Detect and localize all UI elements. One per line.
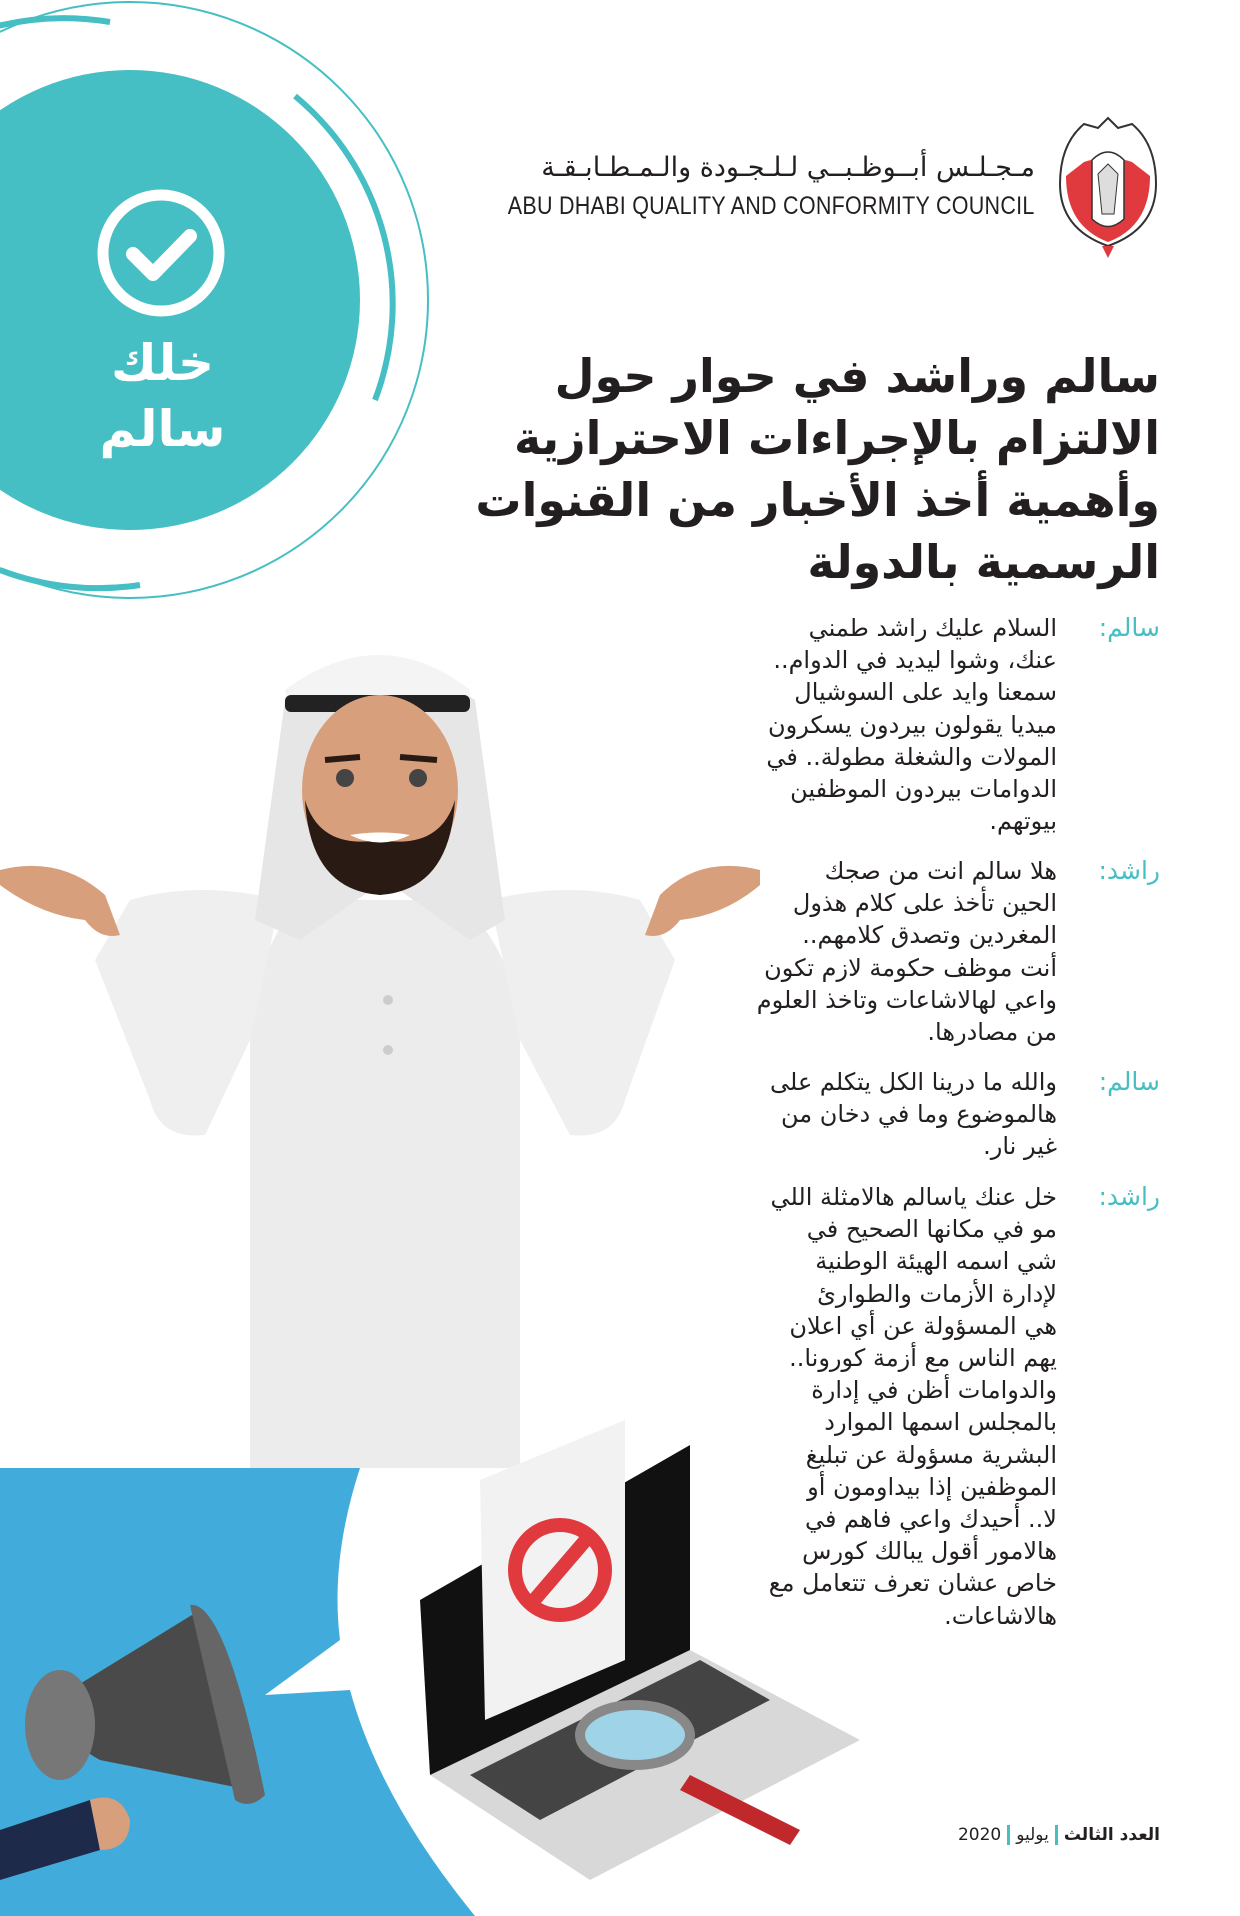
speaker-label: سالم: [1098, 613, 1160, 642]
dialogue-line: خاص عشان تعرف تتعامل مع [768, 1569, 1057, 1598]
dialogue-line: واعي لهالاشاعات وتاخذ العلوم [756, 985, 1057, 1014]
dialogue-line: لا.. أحيدك واعي فاهم في [804, 1505, 1057, 1534]
dialogue-line: يهم الناس مع أزمة كورونا.. [789, 1344, 1057, 1373]
dialogue-text [769, 1181, 1057, 1632]
dialogue-line: بالمجلس اسمها الموارد [824, 1408, 1057, 1437]
dialogue-line: السلام عليك راشد طمني [808, 614, 1057, 642]
dialogue-line: سمعنا وايد على السوشيال [794, 678, 1057, 707]
dialogue-line: هالموضوع وما في دخان من [781, 1100, 1057, 1129]
divider [1055, 1825, 1058, 1845]
dialogue-line: هالامور أقول يبالك كورس [802, 1537, 1057, 1566]
dialogue-entry [700, 612, 1160, 837]
dialogue-line: والله ما درينا الكل يتكلم على [770, 1068, 1057, 1096]
dialogue-line: غير نار. [983, 1132, 1057, 1161]
issue-footer [958, 1825, 1160, 1845]
dialogue-line: المغردين وتصدق كلامهم.. [802, 921, 1057, 950]
dialogue-line: والدوامات أظن في إدارة [811, 1376, 1057, 1405]
dialogue-text [770, 1066, 1057, 1163]
dialogue-text [766, 612, 1057, 837]
man-illustration [0, 655, 760, 1468]
brand-name-arabic: مـجـلـس أبــوظـبــي لـلـجـودة والـمـطـابـقـة [541, 152, 1035, 183]
speaker-label: راشد: [1098, 1182, 1160, 1211]
dialogue-line: الحين تأخذ على كلام هذول [792, 889, 1057, 918]
dialogue-entry [700, 1181, 1160, 1632]
dialogue-line: الدوامات بيردون الموظفين [790, 775, 1057, 804]
speaker-label: سالم: [1098, 1067, 1160, 1096]
dialogue-line: أنت موظف حكومة لازم تكون [764, 953, 1057, 982]
dialogue-line: البشرية مسؤولة عن تبليغ [805, 1440, 1057, 1469]
dialogue-line: هالاشاعات. [944, 1601, 1057, 1630]
dialogue-line: بيوتهم. [989, 807, 1057, 836]
issue-number: العدد الثالث [1063, 1825, 1160, 1845]
dialogue-line: من مصادرها. [927, 1018, 1057, 1047]
divider [1007, 1825, 1010, 1845]
brand-name-english: ABU DHABI QUALITY AND CONFORMITY COUNCIL [508, 192, 1035, 220]
dialogue-line: لإدارة الأزمات والطوارئ [817, 1279, 1057, 1308]
dialogue-line: عنك، وشوا ليديد في الدوام.. [773, 646, 1057, 675]
dialogue-line: الموظفين إذا بيداومون أو [807, 1472, 1057, 1501]
title-line: وأهمية أخذ الأخبار من القنوات [475, 473, 1160, 527]
page-title [475, 345, 1160, 593]
title-line: الالتزام بالإجراءات الاحترازية [513, 411, 1160, 465]
badge-line-2: سالم [99, 400, 226, 458]
dialogue-line: هي المسؤولة عن أي اعلان [789, 1311, 1057, 1340]
title-line: الرسمية بالدولة [807, 535, 1160, 589]
dialogue-entry [700, 1066, 1160, 1163]
issue-year: 2020 [957, 1825, 1002, 1845]
dialogue-entry [700, 855, 1160, 1048]
dialogue-line: شي اسمه الهيئة الوطنية [815, 1247, 1057, 1276]
speaker-label: راشد: [1098, 856, 1160, 885]
dialogue-line: المولات والشغلة مطولة.. في [766, 742, 1057, 771]
abu-dhabi-emblem-logo [1052, 114, 1164, 260]
dialogue-line: مو في مكانها الصحيح في [806, 1215, 1057, 1244]
badge-slogan [40, 330, 285, 462]
issue-month: يوليو [1016, 1825, 1049, 1845]
dialogue-line: هلا سالم انت من صجك [824, 857, 1057, 885]
ring-arc-bottom [0, 570, 140, 588]
dialogue-line: ميديا يقولون بيردون يسكرون [768, 710, 1057, 739]
ring-arc-top [0, 18, 110, 28]
badge-line-1: خلك [110, 334, 214, 392]
dialogue-line: خل عنك ياسالم هالامثلة اللي [770, 1183, 1057, 1211]
dialogue-text [757, 855, 1057, 1048]
title-line: سالم وراشد في حوار حول [554, 349, 1160, 403]
